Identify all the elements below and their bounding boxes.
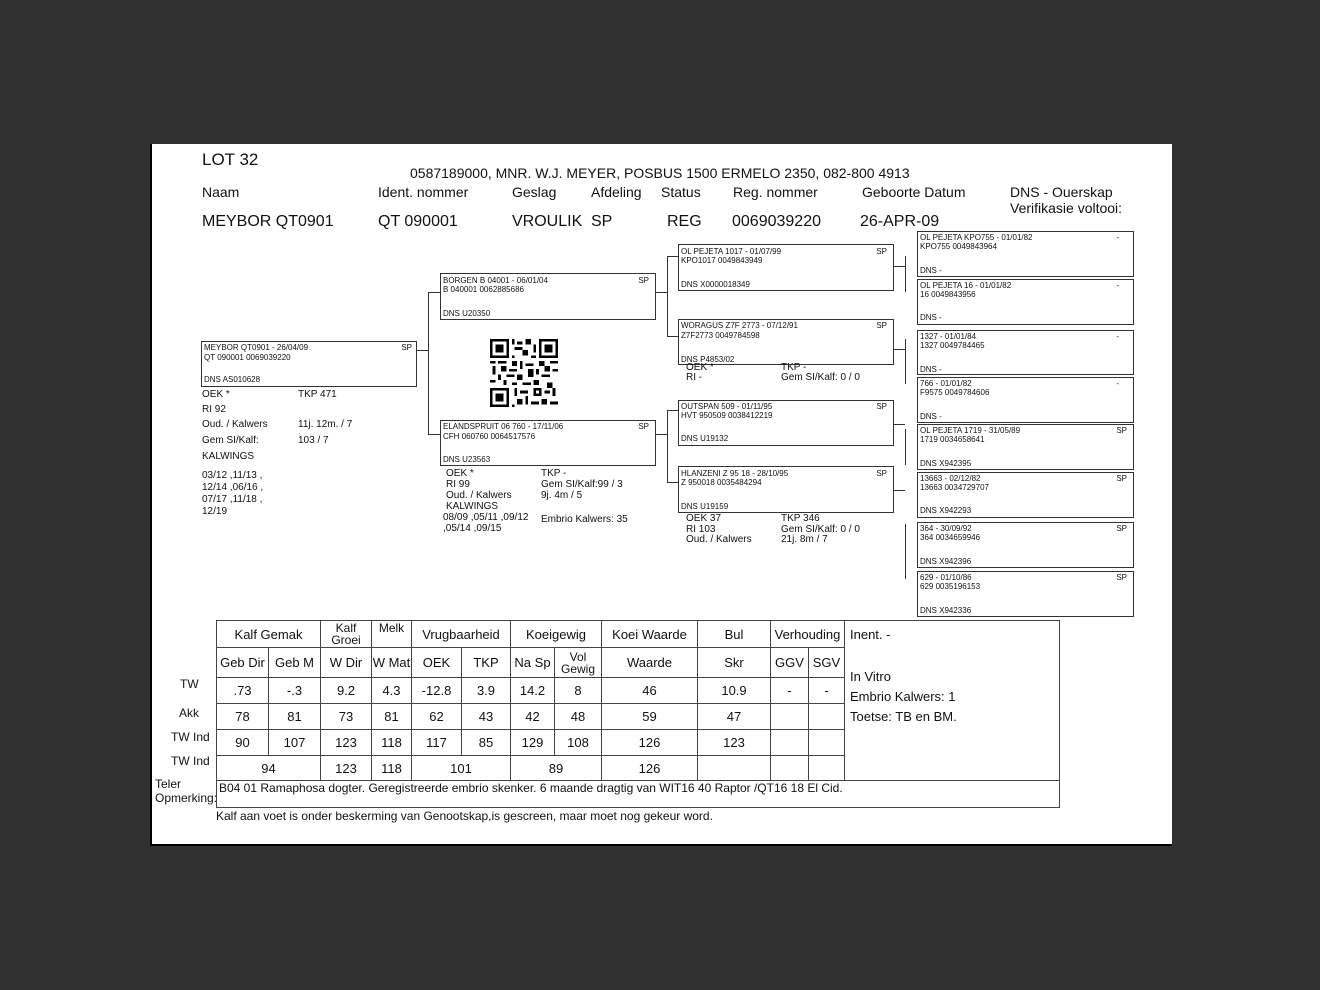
connector — [416, 350, 428, 351]
table-cell: 107 — [269, 730, 321, 756]
text-label: KPO755 0049843964 — [920, 242, 997, 251]
sub-geb-dir: Geb Dir — [217, 648, 269, 678]
connector — [905, 339, 906, 384]
connector — [893, 349, 905, 350]
table-cell: 123 — [321, 756, 372, 781]
text-label: RI 103 — [686, 523, 716, 535]
inent: Inent. - — [850, 627, 891, 642]
table-cell: 47 — [698, 704, 771, 730]
table-cell: 73 — [321, 704, 372, 730]
text-label: SP — [1116, 426, 1127, 435]
animal-ident: QT 090001 — [378, 213, 458, 230]
self-gem-value: 103 / 7 — [298, 435, 329, 446]
text-label: QT 090001 0069039220 — [204, 353, 291, 362]
sub-geb-m: Geb M — [269, 648, 321, 678]
self-gem-label: Gem SI/Kalf: — [202, 435, 259, 446]
text-label: 9j. 4m / 5 — [541, 490, 583, 501]
table-cell: 117 — [412, 730, 462, 756]
animal-sex: VROULIK — [512, 213, 583, 230]
text-label: OEK * — [686, 362, 714, 373]
pedigree-gd1 — [678, 319, 894, 365]
text-label: DNS X0000018349 — [681, 280, 750, 289]
text-label: ,05/14 ,09/15 — [443, 523, 502, 534]
text-label: 364 0034659946 — [920, 533, 981, 542]
table-cell: 123 — [321, 730, 372, 756]
group-vrugbaarheid: Vrugbaarheid — [412, 621, 511, 648]
sub-na-sp: Na Sp — [511, 648, 555, 678]
connector — [667, 256, 668, 336]
text-label: OUTSPAN 509 - 01/11/95 — [681, 402, 773, 411]
text-label: TKP - — [781, 362, 807, 373]
group-bul: Bul — [698, 621, 771, 648]
text-label: - — [1116, 233, 1119, 242]
connector — [667, 336, 678, 337]
header-geboorte: Geboorte Datum — [862, 184, 966, 200]
table-row — [217, 621, 1060, 648]
table-cell — [771, 704, 809, 730]
pedigree-g3-7 — [917, 522, 1134, 568]
pedigree-gs1 — [678, 244, 894, 291]
table-row — [217, 781, 1060, 808]
pedigree-dam — [440, 420, 656, 466]
animal-birthdate: 26-APR-09 — [860, 213, 940, 230]
table-cell: 10.9 — [698, 678, 771, 704]
text-label: Z 950018 0035484294 — [681, 478, 762, 487]
text-label: BORGEN B 04001 - 06/01/04 — [443, 276, 548, 285]
text-label: SP — [876, 402, 887, 411]
text-label: 629 0035196153 — [920, 582, 981, 591]
text-label: DNS - — [920, 313, 942, 322]
text-label: DNS - — [920, 412, 942, 421]
connector — [667, 256, 678, 257]
table-cell — [771, 756, 809, 781]
text-label: MEYBOR QT0901 - 26/04/09 — [204, 343, 309, 352]
teler-label: Teler — [155, 777, 182, 791]
group-koeigewig: Koeigewig — [511, 621, 602, 648]
sub-tkp: TKP — [462, 648, 511, 678]
teler-remark: B04 01 Ramaphosa dogter. Geregistreerde embrio skenker. 6 maande dragtig van WIT16 40 Raptor /QT16 18 El Cid. — [217, 781, 1060, 808]
header-naam: Naam — [202, 184, 240, 200]
group-koei-waarde: Koei Waarde — [602, 621, 698, 648]
text-label: HLANZENI Z 95 18 - 28/10/95 — [681, 469, 789, 478]
header-status: Status — [661, 184, 701, 200]
text-label: Gem SI/Kalf:99 / 3 — [541, 479, 623, 490]
text-label: OL PEJETA 1719 - 31/05/89 — [920, 426, 1021, 435]
row-label-twind: TW Ind — [171, 730, 210, 744]
embrio-kalwers: Embrio Kalwers: 1 — [850, 689, 956, 704]
header-geslag: Geslag — [512, 184, 557, 200]
animal-section: SP — [591, 213, 613, 230]
pedigree-g3-2 — [917, 279, 1134, 325]
sub-w-mat: W Mat — [372, 648, 412, 678]
dam-stats-left — [443, 468, 529, 534]
connector — [428, 292, 440, 293]
text-label: Z7F2773 0049784598 — [681, 331, 760, 340]
dam-stats-right — [541, 468, 623, 501]
text-label: DNS U19159 — [681, 502, 729, 511]
connector — [905, 429, 906, 465]
pedigree-gs2 — [678, 400, 894, 446]
catalog-sheet — [150, 144, 1172, 846]
text-label: DNS X942395 — [920, 459, 972, 468]
table-cell: 118 — [372, 756, 412, 781]
self-oek: OEK * — [202, 389, 230, 400]
table-cell: 4.3 — [372, 678, 412, 704]
connector — [905, 256, 906, 292]
table-cell — [809, 730, 845, 756]
text-label: TKP 346 — [781, 513, 820, 524]
sub-sgv: SGV — [809, 648, 845, 678]
table-cell: 85 — [462, 730, 511, 756]
table-cell: 89 — [511, 756, 602, 781]
table-cell: - — [809, 678, 845, 704]
text-label: 16 0049843956 — [920, 290, 976, 299]
table-cell: 8 — [555, 678, 602, 704]
gd2-stats-right — [781, 514, 860, 546]
self-oud-label: Oud. / Kalwers — [202, 419, 268, 430]
text-label: 766 - 01/01/82 — [920, 379, 972, 388]
pedigree-gd2 — [678, 466, 894, 513]
connector — [667, 482, 678, 483]
self-kalwing-dates: 12/14 ,06/16 , — [202, 482, 264, 493]
row-label-tw: TW — [180, 677, 199, 691]
text-label: DNS U20350 — [443, 309, 491, 318]
table-cell: -.3 — [269, 678, 321, 704]
text-label: DNS AS010628 — [204, 375, 261, 384]
text-label: OEK * — [446, 468, 474, 479]
table-cell: 78 — [217, 704, 269, 730]
text-label: ELANDSPRUIT 06 760 - 17/11/06 — [443, 422, 564, 431]
dam-embrio: Embrio Kalwers: 35 — [541, 514, 628, 525]
text-label: SP — [401, 343, 412, 352]
self-kalwings: KALWINGS — [202, 451, 255, 462]
gd2-stats-left — [686, 514, 752, 546]
pedigree-g3-3 — [917, 330, 1134, 375]
gd1-stats-left — [686, 363, 714, 383]
text-label: B 040001 0062885686 — [443, 285, 524, 294]
qr-code-icon — [489, 339, 559, 407]
text-label: DNS - — [920, 365, 942, 374]
table-cell: 14.2 — [511, 678, 555, 704]
text-label: DNS X942396 — [920, 557, 972, 566]
text-label: SP — [1116, 524, 1127, 533]
text-label: DNS U23563 — [443, 455, 491, 464]
text-label: SP — [876, 247, 887, 256]
row-label-akk: Akk — [179, 706, 200, 720]
text-label: 364 - 30/09/92 — [920, 524, 972, 533]
text-label: OL PEJETA 16 - 01/01/82 — [920, 281, 1012, 290]
table-cell — [809, 704, 845, 730]
connector — [893, 424, 905, 425]
text-label: SP — [638, 422, 649, 431]
table-cell: 48 — [555, 704, 602, 730]
table-cell: 123 — [698, 730, 771, 756]
connector — [893, 490, 905, 491]
group-kalf-gemak: Kalf Gemak — [217, 621, 321, 648]
text-label: Oud. / Kalwers — [686, 534, 752, 545]
table-cell: 108 — [555, 730, 602, 756]
self-tkp: TKP 471 — [298, 389, 337, 400]
self-kalwing-dates: 07/17 ,11/18 , — [202, 494, 263, 505]
text-label: SP — [1116, 573, 1127, 582]
table-cell: .73 — [217, 678, 269, 704]
footer-note: Kalf aan voet is onder beskerming van Genootskap,is gescreen, maar moet nog gekeur word. — [216, 809, 713, 823]
row-label-twind-2: TW Ind — [171, 754, 210, 768]
text-label: WORAGUS Z7F 2773 - 07/12/91 — [681, 321, 798, 330]
text-label: SP — [1116, 474, 1127, 483]
connector — [667, 410, 668, 482]
connector — [428, 292, 429, 434]
sub-oek: OEK — [412, 648, 462, 678]
text-label: HVT 950509 0038412219 — [681, 411, 773, 420]
self-oud-value: 11j. 12m. / 7 — [298, 419, 353, 430]
sub-skr: Skr — [698, 648, 771, 678]
connector — [905, 524, 906, 579]
opmerking-label: Opmerking: — [155, 791, 218, 805]
in-vitro: In Vitro — [850, 669, 891, 684]
pedigree-g3-5 — [917, 424, 1134, 470]
text-label: CFH 060760 0064517576 — [443, 432, 536, 441]
text-label: 629 - 01/10/86 — [920, 573, 972, 582]
owner-line: 0587189000, MNR. W.J. MEYER, POSBUS 1500 ERMELO 2350, 082-800 4913 — [410, 165, 910, 181]
animal-status: REG — [667, 213, 702, 230]
sub-waarde: Waarde — [602, 648, 698, 678]
breeding-values-table — [216, 620, 1060, 808]
text-label: 08/09 ,05/11 ,09/12 — [443, 512, 529, 523]
table-cell: 81 — [269, 704, 321, 730]
connector — [655, 434, 667, 435]
text-label: OL PEJETA 1017 - 01/07/99 — [681, 247, 782, 256]
text-label: DNS U19132 — [681, 434, 729, 443]
text-label: - — [1116, 379, 1119, 388]
text-label: DNS - — [920, 266, 942, 275]
table-cell: 129 — [511, 730, 555, 756]
header-afdeling: Afdeling — [591, 184, 642, 200]
connector — [428, 434, 440, 435]
header-dns: DNS - Ouerskap — [1010, 184, 1113, 200]
self-kalwing-dates: 12/19 — [202, 506, 228, 517]
pedigree-g3-4 — [917, 377, 1134, 423]
notes-cell — [845, 621, 1060, 781]
text-label: DNS X942336 — [920, 606, 972, 615]
table-cell: 81 — [372, 704, 412, 730]
table-cell: 126 — [602, 730, 698, 756]
text-label: F9575 0049784606 — [920, 388, 990, 397]
text-label: 1327 0049784465 — [920, 341, 985, 350]
text-label: 1327 - 01/01/84 — [920, 332, 977, 341]
animal-name: MEYBOR QT0901 — [202, 213, 334, 230]
text-label: - — [1116, 332, 1119, 341]
text-label: Gem SI/Kalf: 0 / 0 — [781, 372, 860, 383]
table-cell: 42 — [511, 704, 555, 730]
text-label: KPO1017 0049843949 — [681, 256, 763, 265]
text-label: DNS X942293 — [920, 506, 972, 515]
pedigree-g3-6 — [917, 472, 1134, 518]
connector — [655, 292, 667, 293]
table-cell: 59 — [602, 704, 698, 730]
pedigree-self — [201, 341, 417, 387]
lot-number: LOT 32 — [202, 150, 259, 169]
table-cell: 90 — [217, 730, 269, 756]
text-label: OL PEJETA KPO755 - 01/01/82 — [920, 233, 1033, 242]
table-cell: - — [771, 678, 809, 704]
self-ri: RI 92 — [202, 404, 226, 415]
table-cell: 118 — [372, 730, 412, 756]
text-label: KALWINGS — [446, 501, 499, 512]
header-reg: Reg. nommer — [733, 184, 818, 200]
text-label: Oud. / Kalwers — [446, 490, 512, 501]
text-label: 13663 - 02/12/82 — [920, 474, 981, 483]
text-label: RI - — [686, 372, 703, 383]
table-cell: 94 — [217, 756, 321, 781]
table-cell: 101 — [412, 756, 511, 781]
text-label: 21j. 8m / 7 — [781, 534, 828, 545]
text-label: RI 99 — [446, 479, 470, 490]
gd1-stats-right — [781, 363, 860, 383]
table-cell — [771, 730, 809, 756]
table-cell — [809, 756, 845, 781]
table-cell: 9.2 — [321, 678, 372, 704]
text-label: SP — [638, 276, 649, 285]
sub-w-dir: W Dir — [321, 648, 372, 678]
table-cell — [698, 756, 771, 781]
connector — [667, 410, 678, 411]
text-label: Gem SI/Kalf: 0 / 0 — [781, 523, 860, 535]
group-kalf-groei: Kalf Groei — [321, 621, 372, 648]
text-label: SP — [876, 469, 887, 478]
sub-vol-gewig: Vol Gewig — [555, 648, 602, 678]
pedigree-sire — [440, 273, 656, 320]
text-label: TKP - — [541, 468, 567, 479]
header-dns-verify: Verifikasie voltooi: — [1010, 200, 1123, 216]
pedigree-g3-1 — [917, 231, 1134, 277]
self-kalwing-dates: 03/12 ,11/13 , — [202, 470, 263, 481]
table-cell: 62 — [412, 704, 462, 730]
text-label: SP — [876, 321, 887, 330]
connector — [893, 266, 905, 267]
sub-ggv: GGV — [771, 648, 809, 678]
pedigree-g3-8 — [917, 571, 1134, 617]
toetse: Toetse: TB en BM. — [850, 709, 957, 724]
table-cell: 126 — [602, 756, 698, 781]
header-ident: Ident. nommer — [378, 184, 469, 200]
text-label: 1719 0034658641 — [920, 435, 985, 444]
animal-reg: 0069039220 — [732, 213, 821, 230]
table-cell: -12.8 — [412, 678, 462, 704]
text-label: OEK 37 — [686, 513, 722, 524]
table-cell: 3.9 — [462, 678, 511, 704]
group-verhouding: Verhouding — [771, 621, 845, 648]
group-melk: Melk — [372, 621, 412, 648]
table-cell: 43 — [462, 704, 511, 730]
text-label: - — [1116, 281, 1119, 290]
table-cell: 46 — [602, 678, 698, 704]
text-label: DNS P4853/02 — [681, 355, 735, 364]
text-label: 13663 0034729707 — [920, 483, 989, 492]
